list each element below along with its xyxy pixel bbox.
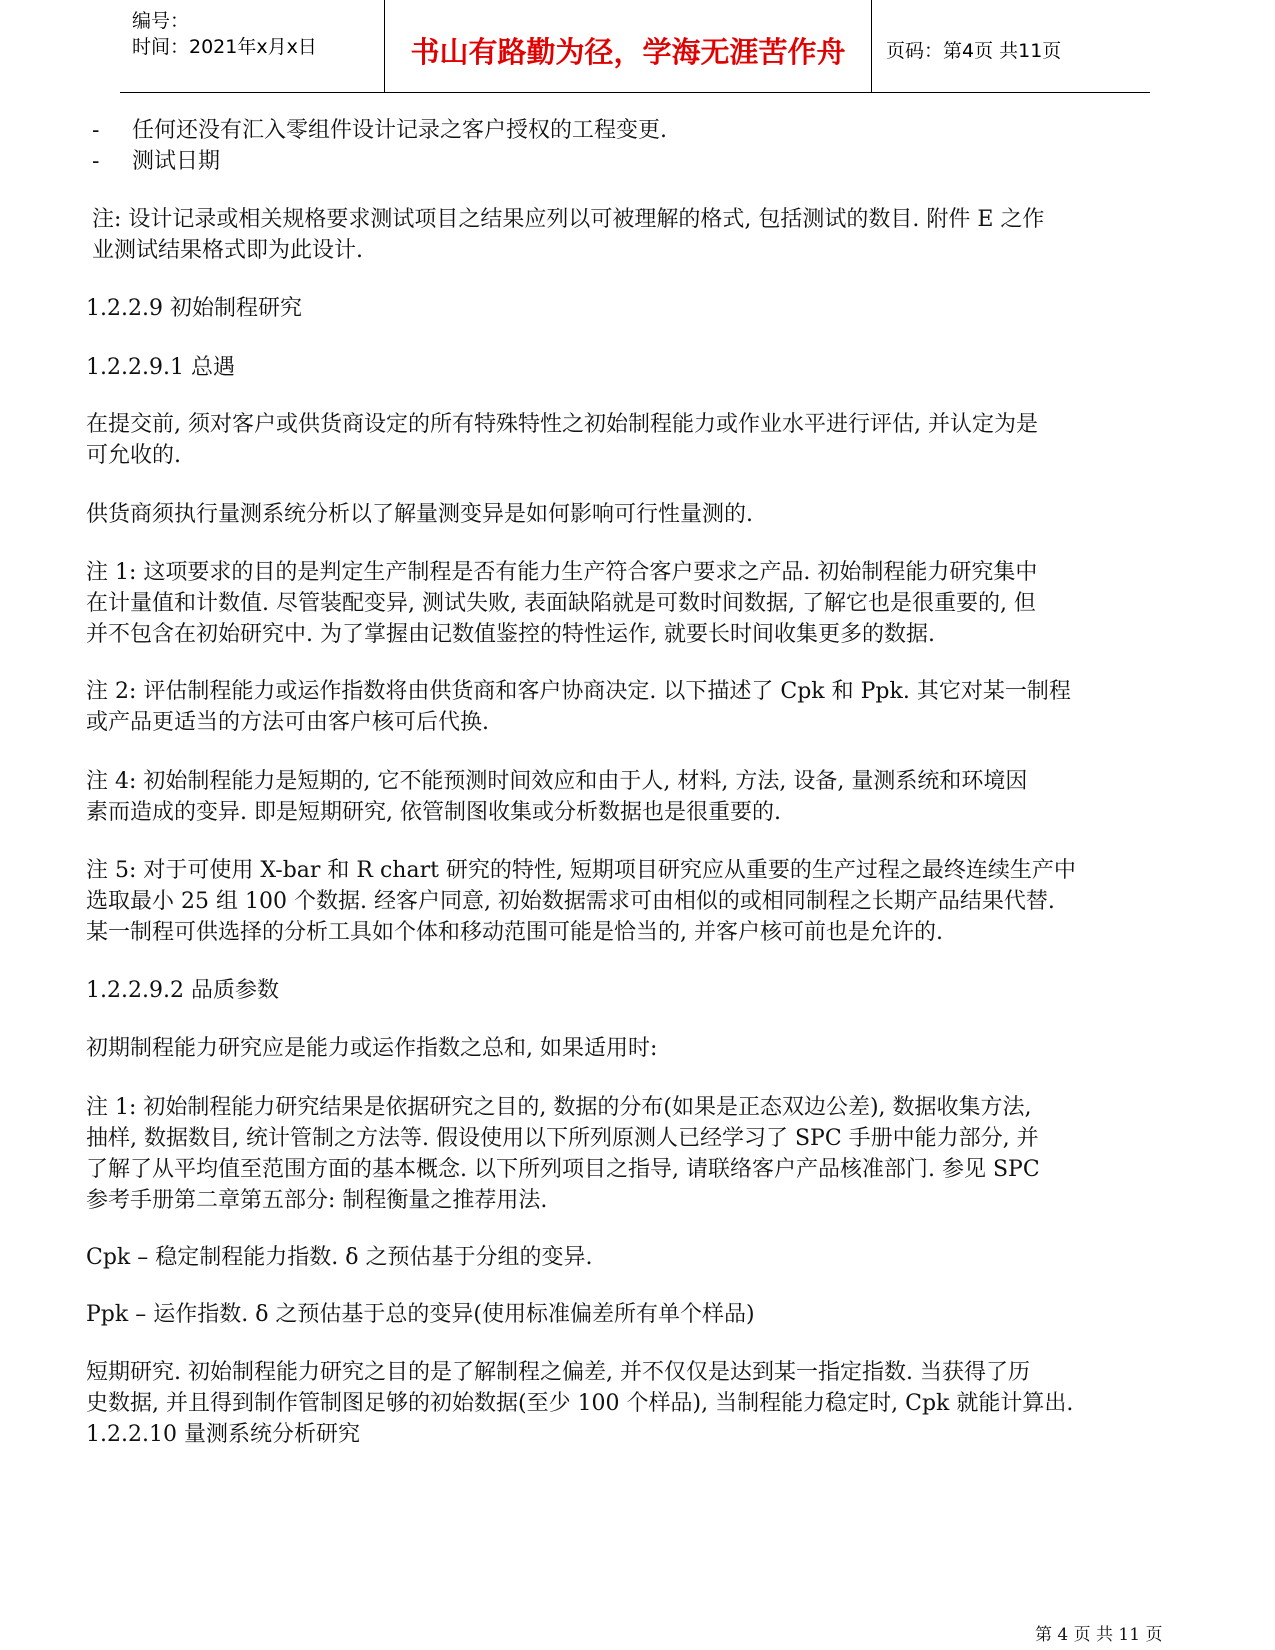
bullet-dash: -: [92, 118, 100, 143]
paragraph-line: 了解了从平均值至范围方面的基本概念. 以下所列项目之指导, 请联络客户产品核准部门. 参见 SPC: [86, 1157, 1040, 1182]
paragraph-line: 在计量值和计数值. 尽管装配变异, 测试失败, 表面缺陷就是可数时间数据, 了解它也是很重要的, 但: [86, 591, 1036, 616]
paragraph-line: 可允收的.: [86, 443, 181, 468]
paragraph-line: 或产品更适当的方法可由客户核可后代换.: [86, 710, 489, 735]
paragraph-line: 并不包含在初始研究中. 为了掌握由记数值鉴控的特性运作, 就要长时间收集更多的数据.: [86, 622, 935, 647]
header-left-cell: [120, 0, 384, 92]
motto-text: 书山有路勤为径，学海无涯苦作舟: [410, 35, 846, 69]
document-header: [120, 0, 1150, 93]
paragraph-line: 注 5: 对于可使用 X-bar 和 R chart 研究的特性, 短期项目研究应从重要的生产过程之最终连续生产中: [86, 858, 1076, 883]
section-heading: 1.2.2.9.1 总遇: [86, 355, 235, 380]
paragraph-line: 供货商须执行量测系统分析以了解量测变异是如何影响可行性量测的.: [86, 502, 753, 527]
note-paragraph-line: 注: 设计记录或相关规格要求测试项目之结果应列以可被理解的格式, 包括测试的数目. 附件 E 之作: [92, 207, 1045, 232]
paragraph-line: 抽样, 数据数目, 统计管制之方法等. 假设使用以下所列原测人已经学习了 SPC 手册中能力部分, 并: [86, 1126, 1039, 1151]
section-heading: 1.2.2.9.2 品质参数: [86, 978, 279, 1003]
paragraph-line: 某一制程可供选择的分析工具如个体和移动范围可能是恰当的, 并客户核可前也是允许的.: [86, 920, 943, 945]
section-heading: 1.2.2.10 量测系统分析研究: [86, 1422, 360, 1447]
paragraph-line: 短期研究. 初始制程能力研究之目的是了解制程之偏差, 并不仅仅是达到某一指定指数. 当获得了历: [86, 1360, 1030, 1385]
bullet-text: 测试日期: [132, 149, 221, 174]
section-heading: 1.2.2.9 初始制程研究: [86, 296, 302, 321]
paragraph-line: 史数据, 并且得到制作管制图足够的初始数据(至少 100 个样品), 当制程能力稳定时, Cpk 就能计算出.: [86, 1391, 1074, 1416]
page-footer: 第 4 页 共 11 页: [1035, 1625, 1163, 1645]
paragraph-line: 注 1: 初始制程能力研究结果是依据研究之目的, 数据的分布(如果是正态双边公差), 数据收集方法,: [86, 1095, 1032, 1120]
page-number-label: 页码：第4页 共11页: [886, 40, 1062, 62]
bullet-text: 任何还没有汇入零组件设计记录之客户授权的工程变更.: [132, 118, 667, 143]
bullet-dash: -: [92, 149, 100, 174]
header-motto-cell: [384, 0, 872, 92]
paragraph-line: 注 2: 评估制程能力或运作指数将由供货商和客户协商决定. 以下描述了 Cpk 和 Ppk. 其它对某一制程: [86, 679, 1071, 704]
paragraph-line: 注 4: 初始制程能力是短期的, 它不能预测时间效应和由于人, 材料, 方法, 设备, 量测系统和环境因: [86, 769, 1028, 794]
paragraph-line: 注 1: 这项要求的目的是判定生产制程是否有能力生产符合客户要求之产品. 初始制程能力研究集中: [86, 560, 1038, 585]
paragraph-line: 初期制程能力研究应是能力或运作指数之总和, 如果适用时:: [86, 1036, 658, 1061]
note-paragraph-line: 业测试结果格式即为此设计.: [92, 238, 363, 263]
paragraph-line: 在提交前, 须对客户或供货商设定的所有特殊特性之初始制程能力或作业水平进行评估, 并认定为是: [86, 412, 1038, 437]
paragraph-line: 素而造成的变异. 即是短期研究, 依管制图收集或分析数据也是很重要的.: [86, 800, 781, 825]
paragraph-line: 选取最小 25 组 100 个数据. 经客户同意, 初始数据需求可由相似的或相同制程之长期产品结果代替.: [86, 889, 1055, 914]
definition-line: Cpk – 稳定制程能力指数. δ 之预估基于分组的变异.: [86, 1245, 593, 1270]
header-page-cell: [872, 0, 1150, 92]
definition-line: Ppk – 运作指数. δ 之预估基于总的变异(使用标准偏差所有单个样品): [86, 1302, 755, 1327]
paragraph-line: 参考手册第二章第五部分: 制程衡量之推荐用法.: [86, 1188, 548, 1213]
serial-number-label: 编号：: [132, 10, 190, 32]
date-label: 时间：2021年x月x日: [132, 36, 317, 58]
